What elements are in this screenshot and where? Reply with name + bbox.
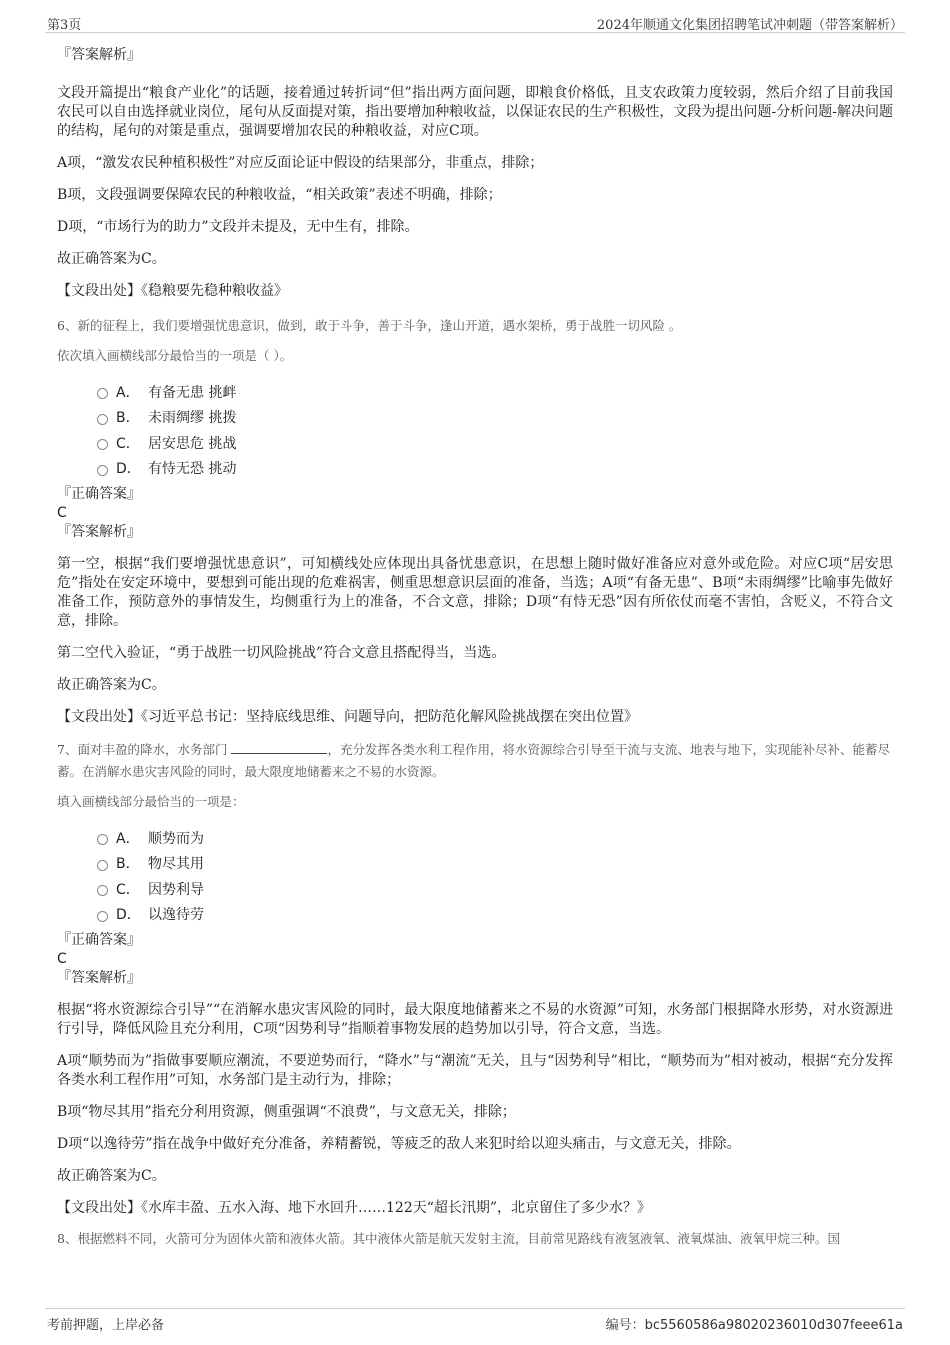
footer-slogan: 考前押题，上岸必备 bbox=[47, 1318, 165, 1333]
q7-option-d[interactable] bbox=[97, 902, 893, 928]
option-text: 有恃无恐 挑动 bbox=[148, 461, 237, 478]
radio-icon[interactable] bbox=[97, 885, 108, 896]
radio-icon[interactable] bbox=[97, 414, 108, 425]
option-letter: D． bbox=[116, 461, 141, 478]
q5-analysis-p4: D项，“市场行为的助力”文段并未提及，无中生有，排除。 bbox=[57, 219, 419, 235]
q7-analysis-p2: A项“顺势而为”指做事要顺应潮流，不要逆势而行，“降水”与“潮流”无关，且与“因势利导”相比，“顺势而为”相对被动，根据“充分发挥各类水利工程作用”可知，水务部门是主动行为，排除； bbox=[57, 1053, 893, 1088]
document-code bbox=[606, 1314, 903, 1333]
q7-analysis-p3: B项“物尽其用”指充分利用资源，侧重强调“不浪费”，与文意无关，排除； bbox=[57, 1104, 516, 1120]
q6-prompt: 依次填入画横线部分最恰当的一项是（ ）。 bbox=[57, 348, 293, 363]
q6-analysis-label: 『答案解析』 bbox=[57, 524, 141, 540]
option-text: 有备无患 挑衅 bbox=[148, 384, 237, 401]
q5-source: 【文段出处】《稳粮要先稳种粮收益》 bbox=[57, 283, 288, 299]
q5-analysis-label: 『答案解析』 bbox=[57, 47, 141, 63]
option-letter: D． bbox=[116, 907, 141, 924]
code-value: bc5560586a98020236010d307feee61a bbox=[644, 1318, 903, 1333]
radio-icon[interactable] bbox=[97, 439, 108, 450]
page-content bbox=[57, 40, 893, 1250]
q6-correct-answer: C bbox=[57, 505, 67, 521]
page-header bbox=[45, 12, 905, 33]
q7-correct-label: 『正确答案』 bbox=[57, 932, 141, 948]
radio-icon[interactable] bbox=[97, 911, 108, 922]
page-footer bbox=[45, 1308, 905, 1333]
q7-stem-end: ，充分发挥各类水利工程作用，将水资源综合引导至干流与支流、地表与地下，实现能补尽补、能蓄尽蓄。在消解水患灾害风险的同时，最大限度地储蓄来之不易的水资源。 bbox=[57, 742, 890, 779]
option-letter: A． bbox=[116, 830, 140, 847]
page-number: 第3页 bbox=[47, 18, 82, 33]
q6-stem: 6、新的征程上，我们要增强忧患意识，做到，敢于斗争，善于斗争，逢山开道，遇水架桥，勇于战胜一切风险 。 bbox=[57, 318, 682, 333]
q6-correct-label: 『正确答案』 bbox=[57, 486, 141, 502]
radio-icon[interactable] bbox=[97, 388, 108, 399]
q5-analysis-p2: A项，“激发农民种植积极性”对应反面论证中假设的结果部分，非重点，排除； bbox=[57, 155, 544, 171]
q7-analysis-p4: D项“以逸待劳”指在战争中做好充分准备，养精蓄锐，等疲乏的敌人来犯时给以迎头痛击，与文意无关，排除。 bbox=[57, 1136, 741, 1152]
q6-options bbox=[97, 379, 893, 481]
q7-stem-start: 7、面对丰盈的降水，水务部门 bbox=[57, 742, 228, 757]
radio-icon[interactable] bbox=[97, 860, 108, 871]
radio-icon[interactable] bbox=[97, 834, 108, 845]
code-label: 编号： bbox=[605, 1318, 645, 1333]
q6-conclusion: 故正确答案为C。 bbox=[57, 677, 166, 693]
q6-option-d[interactable] bbox=[97, 456, 893, 482]
option-text: 顺势而为 bbox=[148, 830, 204, 847]
option-text: 居安思危 挑战 bbox=[148, 435, 237, 452]
q6-option-a[interactable] bbox=[97, 379, 893, 405]
option-text: 以逸待劳 bbox=[148, 907, 204, 924]
q6-analysis-p2: 第二空代入验证，“勇于战胜一切风险挑战”符合文意且搭配得当，当选。 bbox=[57, 645, 506, 661]
fill-blank bbox=[231, 741, 327, 754]
q6-option-b[interactable] bbox=[97, 405, 893, 431]
q7-stem bbox=[57, 739, 893, 783]
q5-analysis-p1: 文段开篇提出“粮食产业化”的话题，接着通过转折词“但”指出两方面问题，即粮食价格低，且支农政策力度较弱，然后介绍了目前我国农民可以自由选择就业岗位，尾句从反面提对策，指出要增加种粮收益，以保证农民的生产积极性，文段为提出问题-分析问题-解决问题的结构，尾句的对策是重点，强调要增加农民的种粮收益，对应C项。 bbox=[57, 85, 893, 139]
option-letter: A． bbox=[116, 384, 140, 401]
q7-prompt: 填入画横线部分最恰当的一项是： bbox=[57, 794, 245, 809]
q6-analysis-p1: 第一空，根据“我们要增强忧患意识”，可知横线处应体现出具备忧患意识，在思想上随时做好准备应对意外或危险。对应C项“居安思危”指处在安定环境中，要想到可能出现的危难祸害，侧重思想意识层面的准备，当选；A项“有备无患”、B项“未雨绸缪”比喻事先做好准备工作，预防意外的事情发生，均侧重行为上的准备，不合文意，排除；D项“有恃无恐”因有所依仗而毫不害怕，含贬义，不符合文意，排除。 bbox=[57, 556, 893, 629]
option-text: 物尽其用 bbox=[148, 856, 204, 873]
option-text: 未雨绸缪 挑拨 bbox=[148, 410, 237, 427]
q5-analysis-p3: B项，文段强调要保障农民的种粮收益，“相关政策”表述不明确，排除； bbox=[57, 187, 502, 203]
q8-stem: 8、根据燃料不同，火箭可分为固体火箭和液体火箭。其中液体火箭是航天发射主流，目前常见路线有液氢液氧、液氧煤油、液氧甲烷三种。国 bbox=[57, 1231, 840, 1246]
q7-option-c[interactable] bbox=[97, 876, 893, 902]
option-letter: B． bbox=[116, 856, 140, 873]
option-letter: C． bbox=[116, 435, 140, 452]
q5-conclusion: 故正确答案为C。 bbox=[57, 251, 166, 267]
q7-options bbox=[97, 825, 893, 927]
option-letter: B． bbox=[116, 410, 140, 427]
option-letter: C． bbox=[116, 881, 140, 898]
q6-option-c[interactable] bbox=[97, 430, 893, 456]
q7-option-b[interactable] bbox=[97, 851, 893, 877]
option-text: 因势利导 bbox=[148, 881, 204, 898]
document-title: 2024年顺通文化集团招聘笔试冲刺题（带答案解析） bbox=[596, 18, 903, 33]
q7-conclusion: 故正确答案为C。 bbox=[57, 1168, 166, 1184]
q7-source: 【文段出处】《水库丰盈、五水入海、地下水回升……122天“超长汛期”，北京留住了多少水？》 bbox=[57, 1200, 652, 1216]
q7-option-a[interactable] bbox=[97, 825, 893, 851]
q6-source: 【文段出处】《习近平总书记：坚持底线思维、问题导向，把防范化解风险挑战摆在突出位置》 bbox=[57, 709, 638, 725]
q7-correct-answer: C bbox=[57, 951, 67, 967]
radio-icon[interactable] bbox=[97, 465, 108, 476]
q7-analysis-p1: 根据“将水资源综合引导”“在消解水患灾害风险的同时，最大限度地储蓄来之不易的水资源”可知，水务部门根据降水形势，对水资源进行引导，降低风险且充分利用，C项“因势利导”指顺着事物发展的趋势加以引导，符合文意，当选。 bbox=[57, 1002, 893, 1037]
q7-analysis-label: 『答案解析』 bbox=[57, 970, 141, 986]
